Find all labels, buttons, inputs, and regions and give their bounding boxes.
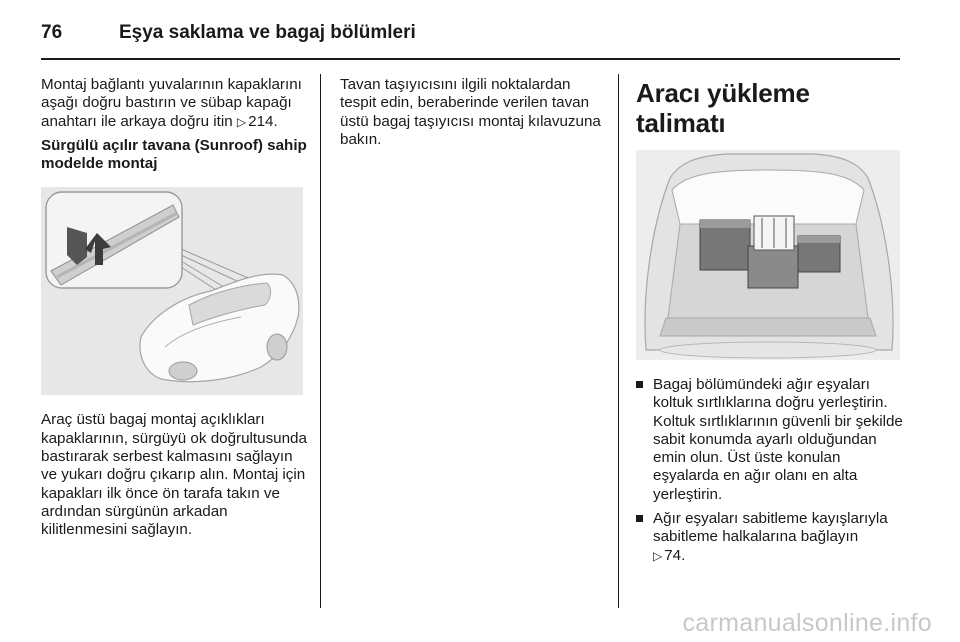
cross-reference-arrow-icon: ▷ xyxy=(236,114,247,129)
column-divider-2 xyxy=(618,74,619,608)
loading-instructions-list xyxy=(636,376,906,565)
mounting-paragraph: Montaj bağlantı yuvalarının kapaklarını aşağı doğru bastırın ve sübap kapağı anahtarı ile arkaya doğru itin ▷ 214. xyxy=(41,76,302,130)
page-header xyxy=(41,18,416,48)
roof-carrier-paragraph: Tavan taşıyıcısını ilgili noktalardan tespit edin, beraberinde verilen tavan üstü bagaj taşıyıcısı montaj kılavuzuna bakın. xyxy=(340,76,601,148)
cross-reference-link[interactable]: 74. xyxy=(664,546,686,564)
mounting-instructions-paragraph: Araç üstü bagaj montaj açıklıkları kapaklarının, sürgüyü ok doğrultusunda bastırarak serbest kalmasını sağlayın ve yukarı doğru çıkarıp alın. Montaj için kapakları ilk önce ön tarafa takın ve ardından sürgünün arkadan kilitlenmesini sağlayın. xyxy=(41,411,307,539)
cross-reference-link[interactable]: 214. xyxy=(248,112,278,130)
page-number: 76 xyxy=(41,22,63,43)
column-divider-1 xyxy=(320,74,321,608)
bullet-square-icon xyxy=(636,381,643,388)
roof-rail-mounting-illustration xyxy=(41,187,303,395)
header-rule xyxy=(41,58,900,60)
list-item: Ağır eşyaları sabitleme kayışlarıyla sabitleme halkalarına bağlayın ▷ 74. xyxy=(636,510,906,565)
sunroof-subheading: Sürgülü açılır tavana (Sunroof) sahip modelde montaj xyxy=(41,136,307,173)
list-item: Bagaj bölümündeki ağır eşyaları koltuk sırtlıklarına doğru yerleştirin. Koltuk sırtlıklarının güvenli bir şekilde sabit konumda ayarlı olduğundan emin olun. Üst üste konulan eşyalarda en ağır olanı en alta yerleştirin. xyxy=(636,376,906,504)
bullet-square-icon xyxy=(636,515,643,522)
column-right xyxy=(636,76,906,571)
cross-reference-arrow-icon: ▷ xyxy=(653,548,663,563)
cargo-loading-illustration xyxy=(636,150,900,360)
column-middle xyxy=(340,76,608,149)
chapter-title: Eşya saklama ve bagaj bölümleri xyxy=(119,22,416,43)
watermark: carmanualsonline.info xyxy=(682,609,932,637)
column-left xyxy=(41,76,309,540)
section-title: Aracı yükleme talimatı xyxy=(636,78,810,138)
